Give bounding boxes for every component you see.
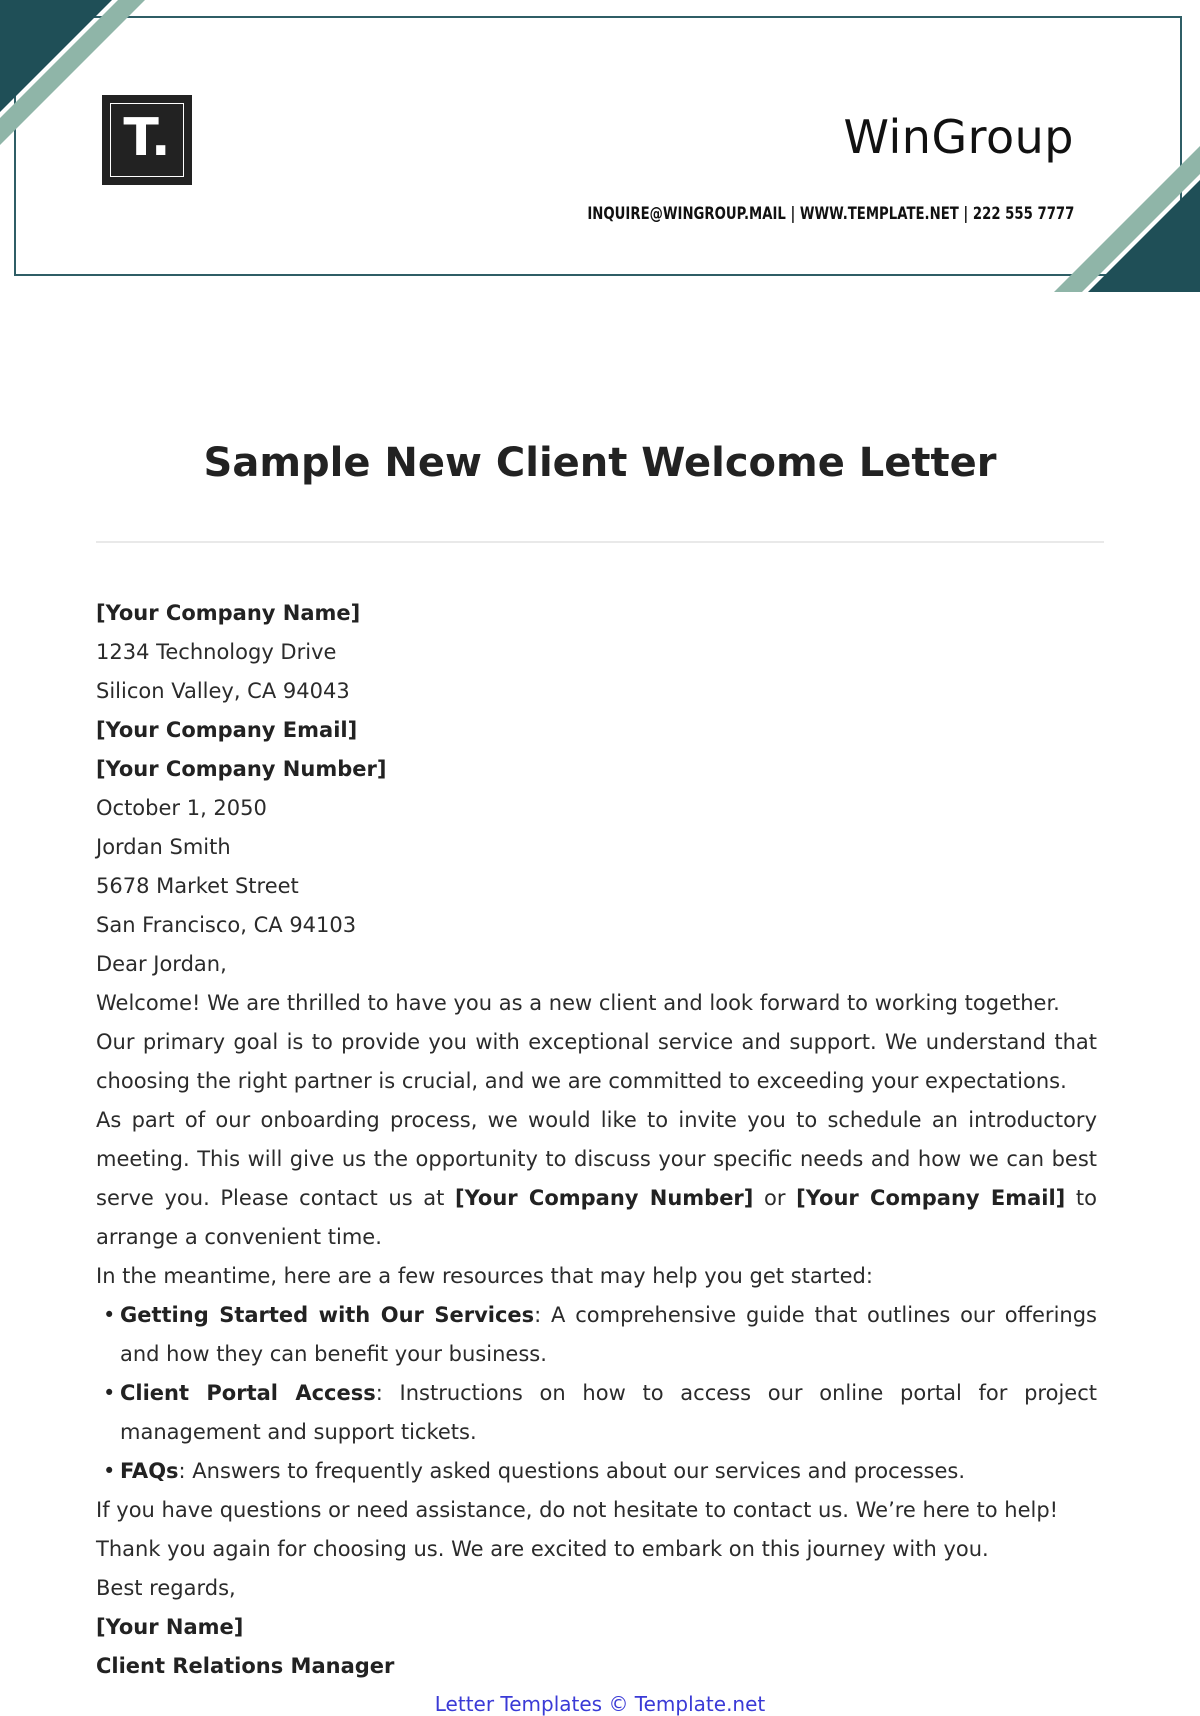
onboarding-company-email: [Your Company Email] [796, 1186, 1066, 1210]
sender-company-name: [Your Company Name] [96, 601, 361, 625]
paragraph-welcome: Welcome! We are thrilled to have you as a new client and look forward to working together. [96, 991, 1060, 1015]
sender-address-line2: Silicon Valley, CA 94043 [96, 679, 350, 703]
sender-number: [Your Company Number] [96, 757, 387, 781]
brand-name: WinGroup [843, 110, 1074, 164]
paragraph-goal: Our primary goal is to provide you with exceptional service and support. We understand that choosing the right partner is crucial, and we are committed to exceeding your expectations. [96, 1030, 1097, 1093]
recipient-name: Jordan Smith [96, 835, 231, 859]
onboarding-or: or [753, 1186, 797, 1210]
list-item [120, 1452, 1097, 1491]
logo-letter: T. [123, 108, 171, 168]
page-title: Sample New Client Welcome Letter [203, 440, 997, 486]
company-logo [104, 97, 190, 183]
contact-line: INQUIRE@WINGROUP.MAIL | WWW.TEMPLATE.NET | 222 555 7777 [586, 204, 1074, 224]
letter-date: October 1, 2050 [96, 796, 267, 820]
resource-title: Client Portal Access [120, 1381, 376, 1405]
resource-description: : Answers to frequently asked questions about our services and processes. [178, 1459, 966, 1483]
resource-title: FAQs [120, 1459, 179, 1483]
resource-description: : Instructions on how to access our online portal for project management and support tickets. [120, 1381, 1097, 1444]
recipient-address-line1: 5678 Market Street [96, 874, 299, 898]
list-item [120, 1296, 1097, 1374]
onboarding-text-end: to arrange a convenient time. [96, 1186, 1098, 1249]
resources-intro: In the meantime, here are a few resources that may help you get started: [96, 1264, 873, 1288]
onboarding-company-number: [Your Company Number] [455, 1186, 754, 1210]
sender-email: [Your Company Email] [96, 718, 358, 742]
paragraph-assistance: If you have questions or need assistance, do not hesitate to contact us. We’re here to help! [96, 1498, 1059, 1522]
signer-title: Client Relations Manager [96, 1654, 395, 1678]
signer-name: [Your Name] [96, 1615, 244, 1639]
sender-address-line1: 1234 Technology Drive [96, 640, 337, 664]
paragraph-thanks: Thank you again for choosing us. We are excited to embark on this journey with you. [96, 1537, 989, 1561]
list-item [120, 1374, 1097, 1452]
onboarding-text: As part of our onboarding process, we would like to invite you to schedule an introductory meeting. This will give us the opportunity to discuss your specific needs and how we can best serve you. Please contact us at [96, 1108, 1097, 1210]
resources-list [96, 1296, 1097, 1491]
salutation: Dear Jordan, [96, 952, 227, 976]
resource-title: Getting Started with Our Services [120, 1303, 535, 1327]
resource-description: : A comprehensive guide that outlines our offerings and how they can benefit your business. [120, 1303, 1097, 1366]
letter-body [96, 594, 1097, 1686]
closing: Best regards, [96, 1576, 236, 1600]
paragraph-onboarding [96, 1101, 1097, 1257]
title-divider [96, 541, 1104, 543]
footer-link[interactable]: Letter Templates © Template.net [434, 1692, 766, 1716]
recipient-address-line2: San Francisco, CA 94103 [96, 913, 357, 937]
